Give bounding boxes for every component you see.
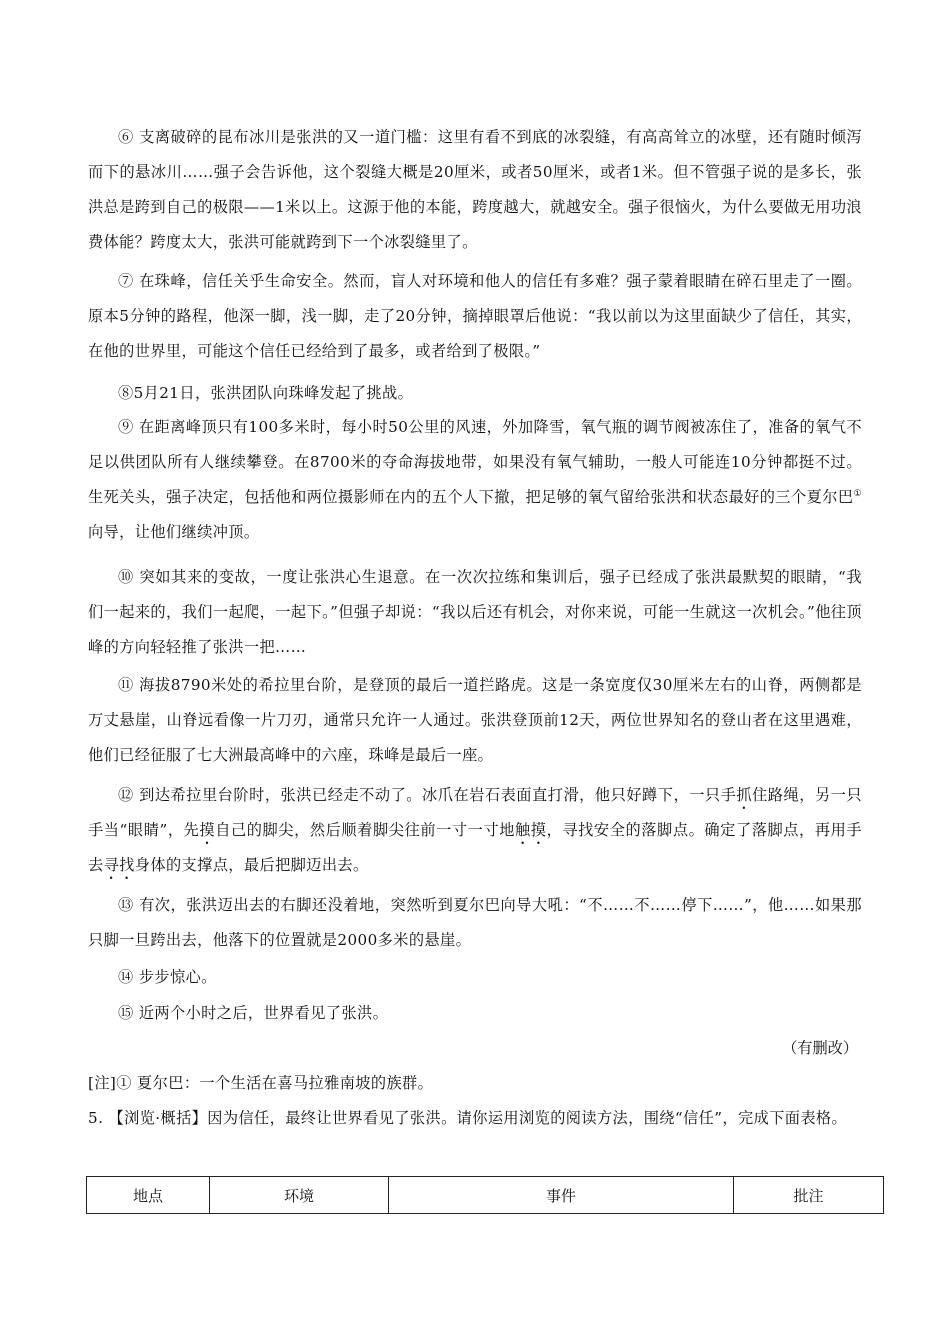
emphasized-word: 抓 <box>736 786 753 804</box>
paragraph-9 <box>88 410 862 550</box>
question-5: 5. 【浏览·概括】因为信任，最终让世界看见了张洪。请你运用浏览的阅读方法，围绕“信任”，完成下面表格。 <box>88 1109 848 1127</box>
paragraph-9-text-end: 向导，让他们继续冲顶。 <box>88 523 260 541</box>
footnote: [注]① 夏尔巴：一个生活在喜马拉雅南坡的族群。 <box>88 1074 434 1092</box>
table-header-event: 事件 <box>389 1177 734 1214</box>
paragraph-13: ⑬ 有次，张洪迈出去的右脚还没着地，突然听到夏尔巴向导大吼：“不……不……停下……”，他……如果那只脚一旦跨出去，他落下的位置就是2000多米的悬崖。 <box>88 896 862 949</box>
table-header-environment: 环境 <box>210 1177 389 1214</box>
emphasized-word: 寻找 <box>103 856 135 874</box>
paragraph-12-text: ，寻找安全的落脚点。确定了落脚点，再用手去 <box>88 821 862 874</box>
paragraph-12-text: 住路绳，另一只手当“眼睛”，先 <box>88 786 862 839</box>
emphasized-word: 触摸 <box>515 821 547 839</box>
source-credit: （有删改） <box>782 1039 858 1057</box>
paragraph-10: ⑩ 突如其来的变故，一度让张洪心生退意。在一次次拉练和集训后，强子已经成了张洪最默契的眼睛，“我们一起来的，我们一起爬，一起下。”但强子却说：“我以后还有机会，对你来说，可能一生就这一次机会。”他往顶峰的方向轻轻推了张洪一把…… <box>88 568 862 656</box>
table-header-annotation: 批注 <box>734 1177 884 1214</box>
paragraph-7: ⑦ 在珠峰，信任关乎生命安全。然而，盲人对环境和他人的信任有多难？强子蒙着眼睛在碎石里走了一圈。原本5分钟的路程，他深一脚，浅一脚，走了20分钟，摘掉眼罩后他说：“我以前以为这里面缺少了信任，其实，在他的世界里，可能这个信任已经给到了最多，或者给到了极限。” <box>88 272 862 360</box>
footnote-marker: ① <box>853 488 862 499</box>
table-header-location: 地点 <box>87 1177 210 1214</box>
paragraph-12 <box>88 778 862 883</box>
paragraph-12-text: ⑫ 到达希拉里台阶时，张洪已经走不动了。冰爪在岩石表面直打滑，他只好蹲下，一只手 <box>118 786 737 804</box>
paragraph-6: ⑥ 支离破碎的昆布冰川是张洪的又一道门槛：这里有看不到底的冰裂缝，有高高耸立的冰壁，还有随时倾泻而下的悬冰川……强子会告诉他，这个裂缝大概是20厘米，或者50厘米，或者1米。但不管强子说的是多长，张洪总是跨到自己的极限——1米以上。这源于他的本能，跨度越大，就越安全。强子很恼火，为什么要做无用功浪费体能？跨度太大，张洪可能就跨到下一个冰裂缝里了。 <box>88 128 862 251</box>
emphasized-word: 摸 <box>199 821 216 839</box>
paragraph-12-text: 身体的支撑点，最后把脚迈出去。 <box>134 856 369 874</box>
paragraph-8: ⑧5月21日，张洪团队向珠峰发起了挑战。 <box>118 384 414 402</box>
paragraph-12-text: 自己的脚尖，然后顺着脚尖往前一寸一寸地 <box>215 821 516 839</box>
paragraph-15: ⑮ 近两个小时之后，世界看见了张洪。 <box>118 1004 389 1022</box>
paragraph-14: ⑭ 步步惊心。 <box>118 968 217 986</box>
paragraph-9-text: ⑨ 在距离峰顶只有100多米时，每小时50公里的风速，外加降雪，氧气瓶的调节阀被冻住了，准备的氧气不足以供团队所有人继续攀登。在8700米的夺命海拔地带，如果没有氧气辅助，一般人可能连10分钟都挺不过。生死关头，强子决定，包括他和两位摄影师在内的五个人下撤，把足够的氧气留给张洪和状态最好的三个夏尔巴 <box>88 418 862 506</box>
answer-table <box>86 1176 884 1214</box>
paragraph-11: ⑪ 海拔8790米处的希拉里台阶，是登顶的最后一道拦路虎。这是一条宽度仅30厘米左右的山脊，两侧都是万丈悬崖，山脊远看像一片刀刃，通常只允许一人通过。张洪登顶前12天，两位世界知名的登山者在这里遇难，他们已经征服了七大洲最高峰中的六座，珠峰是最后一座。 <box>88 676 862 764</box>
table-header-row <box>87 1177 884 1214</box>
